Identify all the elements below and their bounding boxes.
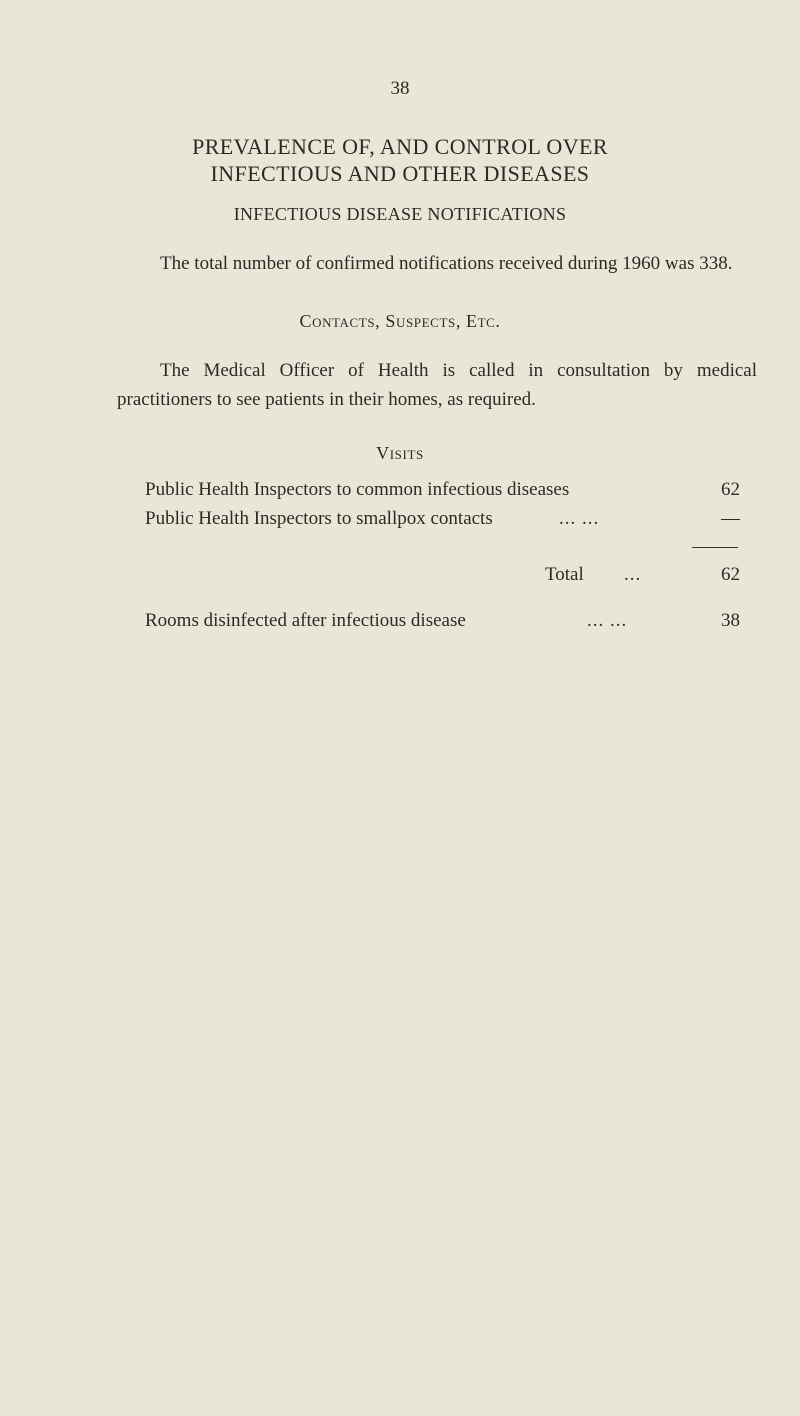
notifications-paragraph xyxy=(117,249,757,278)
rooms-disinfected-row xyxy=(145,610,740,636)
leader-dots: ... ... xyxy=(587,610,628,631)
row-label: Public Health Inspectors to common infectious diseases xyxy=(145,479,570,500)
leader-dots: ... xyxy=(624,564,642,585)
visits-row-total xyxy=(145,564,740,590)
row-value: — xyxy=(721,508,740,529)
visits-heading: Visits xyxy=(376,443,424,463)
section-title: INFECTIOUS DISEASE NOTIFICATIONS xyxy=(233,204,567,224)
visits-row-smallpox xyxy=(145,508,740,534)
total-label: Total xyxy=(545,564,584,585)
page-number: 38 xyxy=(390,78,410,99)
row-label: Public Health Inspectors to smallpox contacts xyxy=(145,508,493,529)
title-line-2: INFECTIOUS AND OTHER DISEASES xyxy=(210,161,590,186)
visits-row-common xyxy=(145,479,740,505)
page-title xyxy=(0,133,800,187)
leader-dots: ... ... xyxy=(559,508,600,529)
row-value: 38 xyxy=(721,610,740,631)
consultation-text: The Medical Officer of Health is called in consultation by medical practitioners to see patients in their homes, as required. xyxy=(117,360,757,410)
total-value: 62 xyxy=(721,564,740,585)
consultation-paragraph xyxy=(117,356,757,414)
contacts-heading: Contacts, Suspects, Etc. xyxy=(299,311,501,331)
total-rule xyxy=(692,547,738,548)
row-label: Rooms disinfected after infectious disease xyxy=(145,610,466,631)
row-value: 62 xyxy=(721,479,740,500)
notifications-text: The total number of confirmed notifications received during 1960 was 338. xyxy=(160,253,733,274)
title-line-1: PREVALENCE OF, AND CONTROL OVER xyxy=(192,134,608,159)
